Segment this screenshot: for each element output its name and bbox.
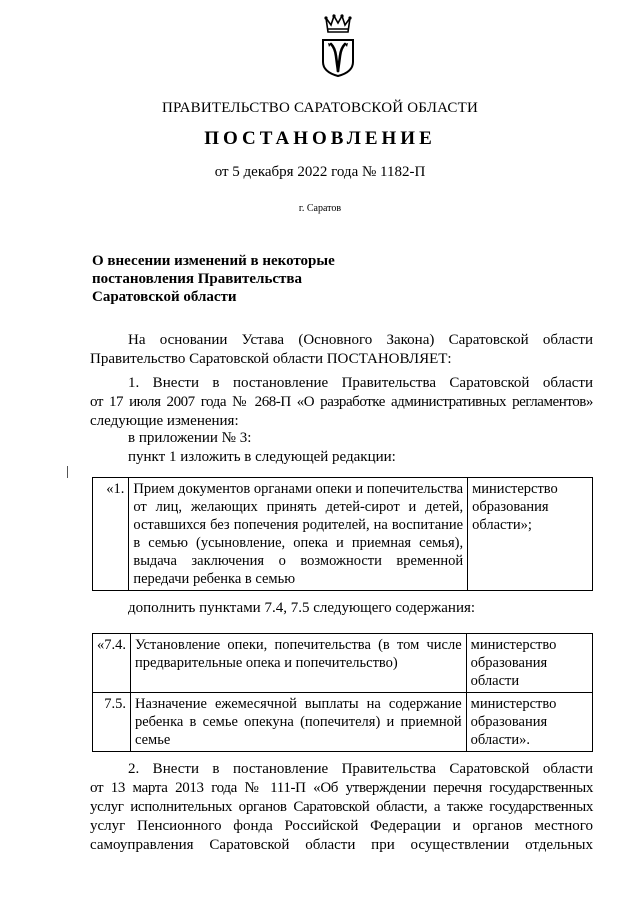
document-city: г. Саратов [298, 203, 342, 214]
text-line: услуг Пенсионного фонда Российской Федерации и органов местного [90, 818, 593, 834]
table-cell-number: 7.5. [93, 693, 131, 752]
cell-line: области». [470, 732, 531, 748]
cell-line: образования [472, 499, 549, 515]
text-line: услуг исполнительных органов Саратовской области, а также государственных [90, 799, 593, 815]
cell-line: Установление опеки, попечительства (в том числе [135, 637, 462, 653]
table-cell-text [131, 634, 467, 693]
cell-line: Назначение ежемесячной выплаты на содержание [135, 696, 462, 712]
cell-line: предварительные опека и попечительство) [135, 655, 398, 671]
document-subject [92, 252, 335, 306]
text-line: следующие изменения: [90, 413, 239, 429]
cell-line: министерство [470, 637, 557, 653]
subject-line: постановления Правительства [92, 271, 302, 287]
table-row [93, 693, 593, 752]
cell-line: семье [135, 732, 171, 748]
cell-line: в семью (усыновление, опека и приемная семья), [133, 535, 464, 551]
cell-line: Прием документов органами опеки и попечительства [133, 481, 464, 497]
text-line: 2. Внести в постановление Правительства Саратовской области [128, 761, 593, 777]
cell-line: оставшихся без попечения родителей, на воспитание [133, 517, 464, 533]
coat-of-arms-icon [320, 14, 356, 78]
amendment-table-point-1 [92, 477, 593, 591]
item-2-paragraph [90, 760, 593, 855]
item-1-paragraph [90, 374, 593, 431]
cell-line: министерство [470, 696, 557, 712]
margin-mark [67, 466, 68, 478]
subject-line: О внесении изменений в некоторые [92, 253, 335, 269]
text-line: 1. Внести в постановление Правительства Саратовской области [128, 375, 593, 391]
text-line: На основании Устава (Основного Закона) Саратовской области [128, 332, 593, 348]
text-line: в приложении № 3: [128, 430, 252, 446]
subject-line: Саратовской области [92, 289, 237, 305]
text-line: от 17 июля 2007 года № 268-П «О разработке административных регламентов» [90, 394, 593, 410]
table-cell-authority [468, 478, 593, 591]
text-line: Правительство Саратовской области ПОСТАНОВЛЯЕТ: [90, 351, 452, 367]
cell-line: ребенка в семье опекуна (попечителя) и приемной [135, 714, 462, 730]
point-1-intro [90, 448, 593, 467]
add-points-intro [90, 599, 593, 618]
cell-line: образования [470, 655, 548, 671]
table-cell-authority [466, 634, 592, 693]
cell-line: области»; [472, 517, 532, 533]
table-row [93, 478, 593, 591]
amendment-table-points-7-4-7-5 [92, 633, 593, 752]
text-line: пункт 1 изложить в следующей редакции: [128, 449, 396, 465]
table-cell-authority [466, 693, 592, 752]
cell-line: образования [470, 714, 548, 730]
text-line: дополнить пунктами 7.4, 7.5 следующего содержания: [128, 600, 476, 616]
preamble-paragraph [90, 331, 593, 369]
cell-line: от лиц, желающих принять детей-сирот и детей, [133, 499, 464, 515]
document-date-number: от 5 декабря 2022 года № 1182-П [214, 164, 426, 180]
cell-line: министерство [472, 481, 558, 497]
annex-reference [90, 429, 593, 448]
table-cell-number: «1. [93, 478, 129, 591]
table-cell-text [131, 693, 467, 752]
table-cell-text [129, 478, 468, 591]
table-row [93, 634, 593, 693]
cell-line: выдача заключения о возможности временной [133, 553, 464, 569]
government-name: ПРАВИТЕЛЬСТВО САРАТОВСКОЙ ОБЛАСТИ [161, 100, 479, 116]
text-line: самоуправления Саратовской области при осуществлении отдельных [90, 837, 593, 853]
table-cell-number: «7.4. [93, 634, 131, 693]
document-type: ПОСТАНОВЛЕНИЕ [204, 128, 436, 149]
cell-line: области [470, 673, 520, 689]
text-line: от 13 марта 2013 года № 111-П «Об утверждении перечня государственных [90, 780, 593, 796]
cell-line: передачи ребенка в семью [133, 571, 296, 587]
